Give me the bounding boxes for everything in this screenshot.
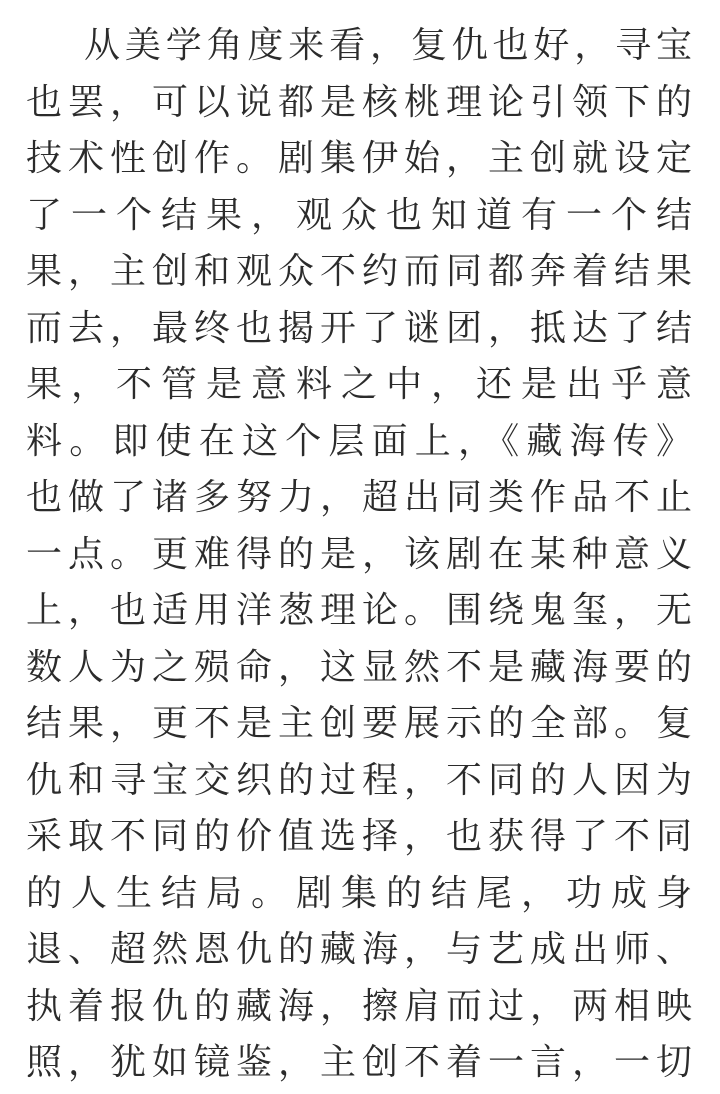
article-line-2: 也罢，可以说都是核桃理论引领下的 (26, 81, 692, 123)
article-line-10: 一点。更难得的是，该剧在某种意义 (26, 533, 692, 575)
article-line-8: 料。即使在这个层面上，《藏海传》 (26, 420, 692, 462)
article-line-5: 果，主创和观众不约而同都奔着结果 (26, 251, 692, 292)
article-line-1: 从美学角度来看，复仇也好，寻宝 (84, 25, 692, 66)
article-line-4: 了一个结果，观众也知道有一个结 (26, 194, 692, 236)
article-line-11: 上，也适用洋葱理论。围绕鬼玺，无 (26, 590, 692, 631)
article-line-13: 结果，更不是主创要展示的全部。复 (26, 703, 692, 744)
article-line-3: 技术性创作。剧集伊始，主创就设定 (26, 138, 692, 179)
article-line-9: 也做了诸多努力，超出同类作品不止 (26, 477, 692, 518)
article-line-6: 而去，最终也揭开了谜团，抵达了结 (26, 307, 692, 349)
article-line-17: 退、超然恩仇的藏海，与艺成出师、 (26, 929, 692, 970)
article-line-14: 仇和寻宝交织的过程，不同的人因为 (26, 759, 692, 801)
article-line-16: 的人生结局。剧集的结尾，功成身 (26, 872, 692, 914)
article-line-15: 采取不同的价值选择，也获得了不同 (26, 816, 692, 857)
article-line-12: 数人为之殒命，这显然不是藏海要的 (26, 646, 692, 688)
article-line-18: 执着报仇的藏海，擦肩而过，两相映 (26, 985, 692, 1027)
article-line-7: 果，不管是意料之中，还是出乎意 (26, 364, 692, 405)
article-line-19: 照，犹如镜鉴，主创不着一言，一切 (26, 1042, 692, 1083)
